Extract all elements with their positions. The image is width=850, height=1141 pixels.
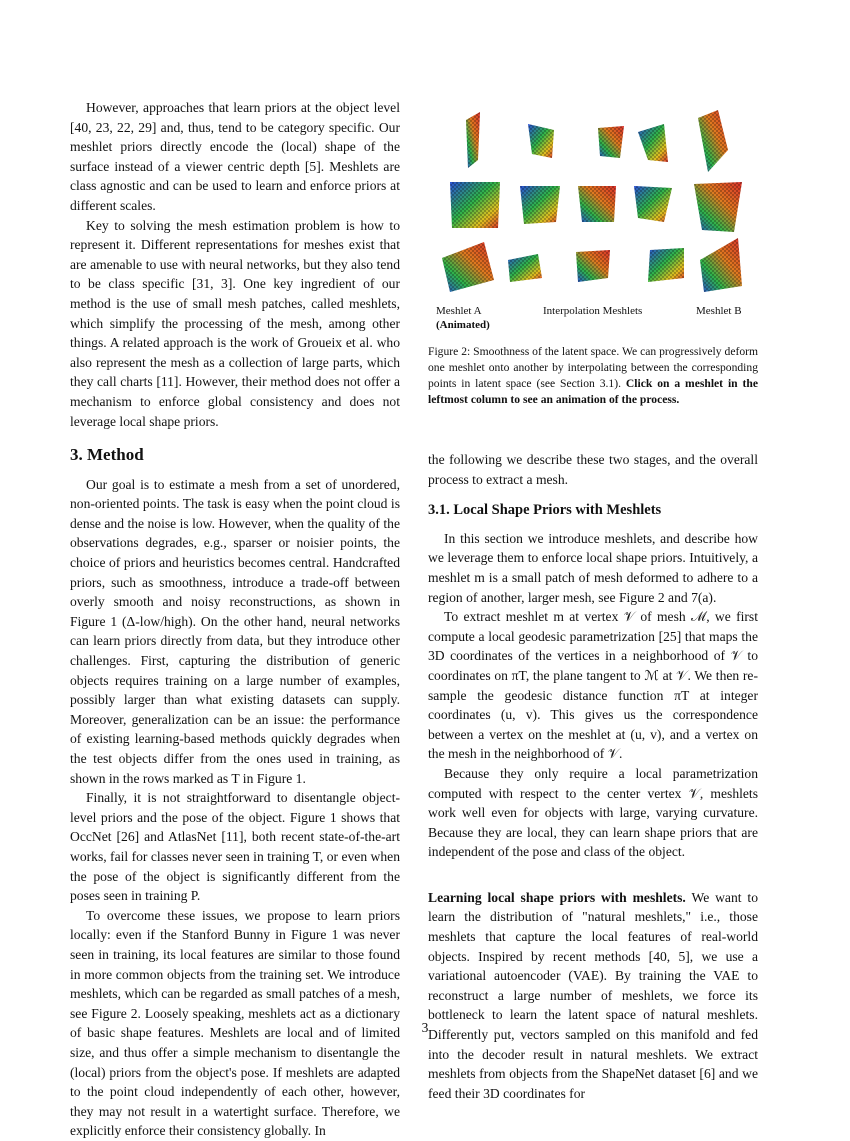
paragraph: Key to solving the mesh estimation problem is how to represent it. Different representations for meshes exist that are amenable to use with neural networks, but they also tend to be class specific [31, 3]. One key ingredient of our method is the use of small mesh patches, called meshlets, which simplify the processing of the mesh, among other things. A related approach is the work of Groueix et al. who also represent the mesh as a collection of large parts, which they call charts [11]. However, their method does not offer a mechanism to enforce global consistency and does not leverage local shape priors. [70,217,400,429]
paragraph: the following we describe these two stages, and the overall process to extract a mesh. [428,452,758,487]
label-meshlet-a: Meshlet A [436,305,482,317]
figure-caption [428,344,758,408]
caption-bold[interactable]: Click on a meshlet in the leftmost column to see an animation of the process. [428,377,758,406]
paragraph [428,888,758,1104]
paragraph: Because they only require a local parametrization computed with respect to the center vertex 𝒱, meshlets work well even for objects with large, varying curvature. Because they are local, they can learn shape priors that are independent of the pose and class of the object. [428,765,758,860]
caption-text: Figure 2: Smoothness of the latent space. We can progressively deform one meshlet onto another by interpolating between the corresponding points in latent space (see Section 3.1). [428,345,758,390]
paragraph: To extract meshlet m at vertex 𝒱 of mesh ℳ, we first compute a local geodesic parametrization [25] that maps the 3D coordinates of the vertices in a neighborhood of 𝒱 to coordinates on πT, the plane tangent to ℳ at 𝒱. We then re-sample the geodesic distance function πT at integer coordinates (u, v). This gives us the correspondence between a vertex on the meshlet at (u, v), and a vertex on the mesh in the neighborhood of 𝒱. [428,609,758,762]
paragraph-text: We want to learn the distribution of "natural meshlets," i.e., those meshlets that capture the local features of real-world objects. Inspired by recent methods [40, 5], we use a variational autoencoder (VAE). By training the VAE to reconstruct a large number of meshlets, we force its bottleneck to learn the latent space of natural meshlets. Differently put, vectors sampled on this manifold and fed into the decoder result in natural meshlets. We extract meshlets from objects from the ShapeNet dataset [6] and we feed their 3D coordinates for [428,889,758,1101]
right-column [428,450,758,1103]
paragraph: Our goal is to estimate a mesh from a set of unordered, non-oriented points. The task is easy when the point cloud is dense and the noise is low. However, when the quality of the observations degrades, e.g., sparser or noisier points, the choice of priors and heuristics becomes central. Handcrafted priors, such as smoothness, introduce a trade-off between overly smooth and noisy reconstructions, as shown in Figure 1 (Δ-low/high). On the other hand, neural networks can learn priors directly from data, but they introduce other challenges. First, capturing the distribution of generic objects requires training on a large number of examples, possibly larger than what existing datasets can supply. Moreover, generalization can be an issue: the performance of existing learning-based methods quickly degrades when the test objects differ from the ones used in training, as shown in the rows marked as T in Figure 1. [70,476,400,786]
meshlet-figure[interactable] [428,110,758,330]
left-column [70,98,400,1141]
meshlet-row-2 [450,182,742,232]
label-meshlet-b: Meshlet B [696,305,742,317]
section-heading: 3. Method [70,445,144,465]
paragraph: However, approaches that learn priors at the object level [40, 23, 22, 29] and, thus, tend to be category specific. Our meshlet priors directly encode the (local) shape of the surface instead of a viewer centric depth [5]. Meshlets are class agnostic and can be used to learn and enforce priors at different scales. [70,100,400,213]
meshlet-row-3 [442,238,742,292]
run-in-heading: Learning local shape priors with meshlets. [428,889,686,905]
paragraph: To overcome these issues, we propose to learn priors locally: even if the Stanford Bunny in Figure 1 was never seen in training, its local features are similar to those found in more common objects from the training set. We introduce meshlets, which can be regarded as small patches of a mesh, see Figure 2. Loosely speaking, meshlets act as a dictionary of basic shape features. Meshlets are local and of limited size, and thus offer a simple mechanism to disentangle the (local) priors from the object's pose. If meshlets are adapted to the point cloud independently of each other, however, they may not result in a watertight surface. Therefore, we explicitly enforce their consistency globally. In [70,907,400,1139]
label-animated: (Animated) [436,319,490,331]
label-interpolation: Interpolation Meshlets [543,305,643,317]
paragraph: In this section we introduce meshlets, and describe how we leverage them to enforce local shape priors. Intuitively, a meshlet m is a small patch of mesh deformed to adhere to a region of another, larger mesh, see Figure 2 and 7(a). [428,530,758,605]
page-number: 3 [421,1020,429,1035]
subsection-heading: 3.1. Local Shape Priors with Meshlets [428,502,662,519]
paragraph: Finally, it is not straightforward to disentangle object-level priors and the pose of the object. Figure 1 shows that OccNet [26] and AtlasNet [11], both recent state-of-the-art works, fail for classes never seen in training T, or even when the pose of the object is significantly different from the poses seen in training P. [70,790,400,904]
meshlet-row-1 [466,110,728,172]
